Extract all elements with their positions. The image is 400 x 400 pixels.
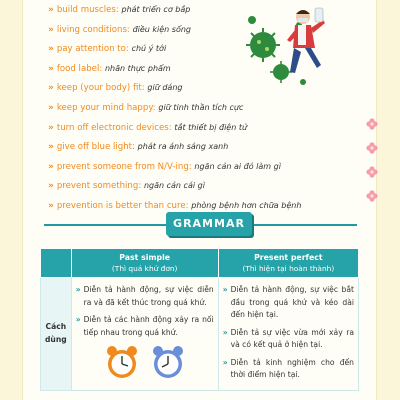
past-simple-cell bbox=[71, 278, 218, 391]
bullet-arrow-icon: » bbox=[48, 142, 54, 153]
flower-icon bbox=[366, 118, 378, 130]
bullet-arrow-icon: » bbox=[48, 200, 54, 211]
vocab-meaning: phát triển cơ bắp bbox=[121, 5, 191, 14]
bullet-arrow-icon: » bbox=[48, 122, 54, 133]
vocab-term: give off blue light: bbox=[56, 142, 135, 153]
table-row bbox=[41, 278, 359, 391]
alarm-clock-icon bbox=[104, 344, 140, 380]
clock-illustration bbox=[76, 344, 214, 380]
vocab-meaning: chú ý tới bbox=[131, 44, 167, 54]
grammar-title: GRAMMAR bbox=[166, 212, 252, 236]
vocab-item bbox=[48, 137, 278, 157]
bullet-arrow-icon: » bbox=[75, 285, 81, 294]
bullet-arrow-icon: » bbox=[222, 327, 228, 337]
alarm-clock-icon bbox=[150, 344, 186, 380]
vocab-meaning: giữ dáng bbox=[147, 83, 183, 93]
vocab-term: food label: bbox=[56, 63, 103, 74]
bullet-arrow-icon: » bbox=[48, 181, 54, 192]
flower-icon bbox=[366, 166, 378, 178]
row-label: Cách dùng bbox=[41, 278, 72, 391]
divider-line bbox=[44, 224, 166, 226]
vocab-meaning: ngăn cản ai đó làm gì bbox=[194, 161, 281, 171]
bullet-arrow-icon: » bbox=[48, 63, 54, 74]
list-item bbox=[223, 327, 354, 352]
bullet-arrow-icon: » bbox=[48, 24, 54, 35]
bullet-arrow-icon: » bbox=[48, 83, 54, 94]
list-item bbox=[223, 284, 354, 322]
usage-text: Diễn tả hành động, sự việc bắt đầu trong quá khứ và kéo dài đến hiện tại. bbox=[230, 285, 354, 319]
vocab-item bbox=[48, 176, 278, 196]
divider-line bbox=[252, 224, 357, 226]
bullet-arrow-icon: » bbox=[48, 44, 54, 55]
header-title: Present perfect bbox=[254, 253, 323, 262]
bullet-arrow-icon: » bbox=[48, 161, 54, 172]
flower-icon bbox=[366, 142, 378, 154]
vocab-term: keep (your body) fit: bbox=[56, 83, 145, 94]
vocab-term: build muscles: bbox=[56, 5, 119, 15]
header-past-simple bbox=[71, 249, 218, 278]
vocab-term: pay attention to: bbox=[56, 44, 129, 55]
vocab-term: keep your mind happy: bbox=[56, 102, 156, 113]
table-header-row bbox=[41, 249, 359, 278]
usage-text: Diễn tả sự việc vừa mới xảy ra và có kết quả ở hiện tại. bbox=[230, 327, 354, 349]
header-subtitle: (Thì hiện tại hoàn thành) bbox=[242, 264, 335, 273]
usage-text: Diễn tả kinh nghiệm cho đến thời điểm hiện tại. bbox=[230, 357, 354, 379]
vocab-item bbox=[48, 98, 278, 118]
person-icon bbox=[287, 8, 325, 73]
usage-text: Diễn tả các hành động xảy ra nối tiếp nhau trong quá khứ. bbox=[83, 315, 214, 337]
list-item bbox=[76, 314, 214, 339]
vocab-term: prevention is better than cure: bbox=[56, 200, 189, 211]
bullet-arrow-icon: » bbox=[222, 357, 228, 367]
vocab-meaning: nhãn thực phẩm bbox=[104, 63, 171, 73]
flower-decoration bbox=[366, 118, 382, 214]
flower-icon bbox=[366, 190, 378, 202]
header-corner bbox=[41, 249, 72, 278]
vocab-term: prevent someone from N/V-ing: bbox=[56, 161, 192, 172]
vocab-term: living conditions: bbox=[56, 24, 130, 35]
usage-text: Diễn tả hành động, sự việc diễn ra và đã kết thúc trong quá khứ. bbox=[83, 285, 214, 307]
vocab-item bbox=[48, 118, 278, 138]
list-item bbox=[76, 284, 214, 309]
header-subtitle: (Thì quá khứ đơn) bbox=[111, 264, 178, 273]
present-perfect-cell bbox=[218, 278, 358, 391]
vocab-meaning: phát ra ánh sáng xanh bbox=[137, 142, 229, 152]
header-present-perfect bbox=[218, 249, 358, 278]
vocab-meaning: điều kiện sống bbox=[132, 24, 191, 34]
vocab-meaning: ngăn cản cái gì bbox=[143, 181, 205, 191]
vocab-meaning: giữ tinh thần tích cực bbox=[158, 102, 244, 112]
vocab-term: prevent something: bbox=[56, 181, 142, 192]
bullet-arrow-icon: » bbox=[48, 102, 54, 113]
virus-person-illustration bbox=[243, 0, 363, 100]
vocab-item bbox=[48, 157, 281, 177]
bullet-arrow-icon: » bbox=[222, 285, 228, 294]
grammar-banner bbox=[22, 212, 377, 238]
bullet-arrow-icon: » bbox=[75, 315, 81, 324]
virus-icon bbox=[246, 28, 280, 62]
grammar-table bbox=[40, 248, 359, 391]
header-title: Past simple bbox=[119, 253, 171, 262]
virus-icon bbox=[270, 61, 292, 83]
vocab-meaning: tắt thiết bị điện tử bbox=[174, 122, 248, 132]
vocab-term: turn off electronic devices: bbox=[56, 122, 172, 133]
bullet-arrow-icon: » bbox=[48, 5, 54, 15]
vocab-meaning: phòng bệnh hơn chữa bệnh bbox=[191, 200, 302, 210]
list-item bbox=[223, 357, 354, 382]
